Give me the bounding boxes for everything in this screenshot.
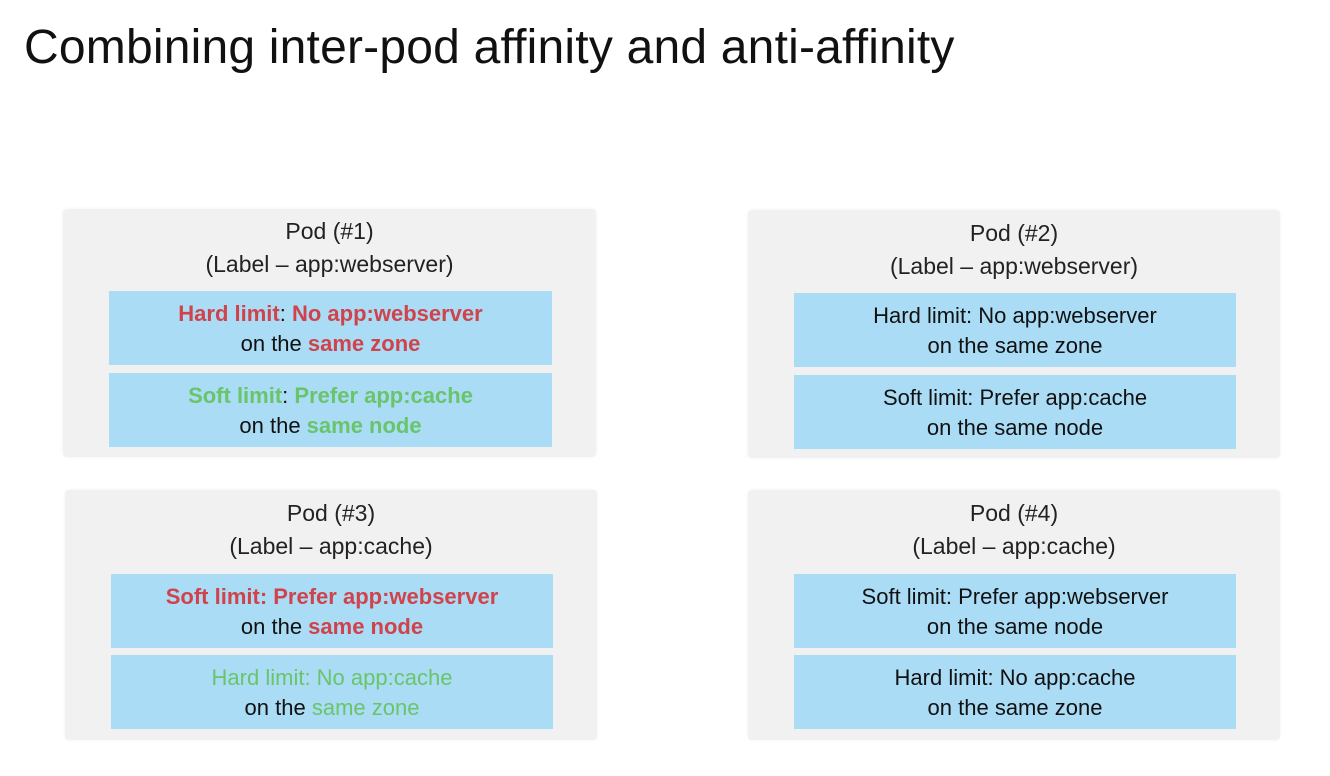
pod-2-name: Pod (#2) [969, 220, 1059, 246]
pod-2-rule-2-line-2 [794, 413, 1236, 443]
pod-3-rule-1-line-2 [111, 612, 553, 642]
pod-4-rule-2-line-1 [794, 663, 1236, 693]
pod-4-name: Pod (#4) [969, 500, 1059, 526]
pod-3-rule-1 [111, 574, 553, 648]
pod-4-rule-1-line-2 [794, 612, 1236, 642]
text-segment: on the [244, 695, 312, 720]
text-segment: on the same node [926, 415, 1104, 440]
pod-3-rule-2 [111, 655, 553, 729]
text-segment: : [279, 301, 292, 326]
pod-2-rule-2-line-1 [794, 383, 1236, 413]
pod-card-3 [65, 490, 597, 740]
pod-2-rule-1-line-1 [794, 301, 1236, 331]
text-segment: on the same zone [927, 695, 1103, 720]
text-segment: Soft limit [188, 383, 283, 408]
pod-card-2 [748, 210, 1280, 458]
text-segment: on the [240, 331, 308, 356]
pod-1-rule-2-line-2 [109, 411, 552, 441]
text-segment: same node [308, 614, 424, 639]
text-segment: Hard limit: No app:webserver [873, 303, 1157, 328]
text-segment: Soft limit: Prefer app:cache [882, 385, 1148, 410]
pod-1-rule-2 [109, 373, 552, 447]
text-segment: Soft limit: Prefer app:webserver [165, 584, 499, 609]
text-segment: same zone [307, 331, 421, 356]
text-segment: Hard limit [178, 301, 280, 326]
pod-1-label: (Label – app:webserver) [205, 251, 454, 277]
pod-1-rule-2-line-1 [109, 381, 552, 411]
text-segment: same zone [311, 695, 420, 720]
pod-3-rule-2-line-1 [111, 663, 553, 693]
slide-title: Combining inter-pod affinity and anti-affinity [24, 21, 955, 74]
pod-4-rule-2 [794, 655, 1236, 729]
pod-4-rule-1-line-1 [794, 582, 1236, 612]
pod-card-4 [748, 490, 1280, 740]
pod-1-rule-1-line-1 [109, 299, 552, 329]
text-segment: : [282, 383, 295, 408]
pod-3-label: (Label – app:cache) [229, 533, 433, 559]
text-segment: on the [240, 614, 309, 639]
pod-3-name: Pod (#3) [286, 500, 376, 526]
pod-2-rule-2 [794, 375, 1236, 449]
text-segment: No app:webserver [291, 301, 483, 326]
text-segment: same node [306, 413, 422, 438]
pod-2-rule-1-line-2 [794, 331, 1236, 361]
pod-2-label: (Label – app:webserver) [889, 253, 1139, 279]
text-segment: on the [239, 413, 307, 438]
pod-4-rule-2-line-2 [794, 693, 1236, 723]
text-segment: on the same zone [927, 333, 1103, 358]
text-segment: Hard limit: No app:cache [894, 665, 1136, 690]
pod-card-1 [63, 209, 596, 457]
text-segment: on the same node [926, 614, 1104, 639]
text-segment: Hard limit: No app:cache [211, 665, 453, 690]
text-segment: Prefer app:cache [294, 383, 473, 408]
pod-1-rule-1 [109, 291, 552, 365]
pod-2-rule-1 [794, 293, 1236, 367]
pod-3-rule-2-line-2 [111, 693, 553, 723]
pod-1-rule-1-line-2 [109, 329, 552, 359]
text-segment: Soft limit: Prefer app:webserver [861, 584, 1169, 609]
pod-3-rule-1-line-1 [111, 582, 553, 612]
pod-4-label: (Label – app:cache) [912, 533, 1116, 559]
pod-4-rule-1 [794, 574, 1236, 648]
pod-1-name: Pod (#1) [285, 218, 374, 244]
